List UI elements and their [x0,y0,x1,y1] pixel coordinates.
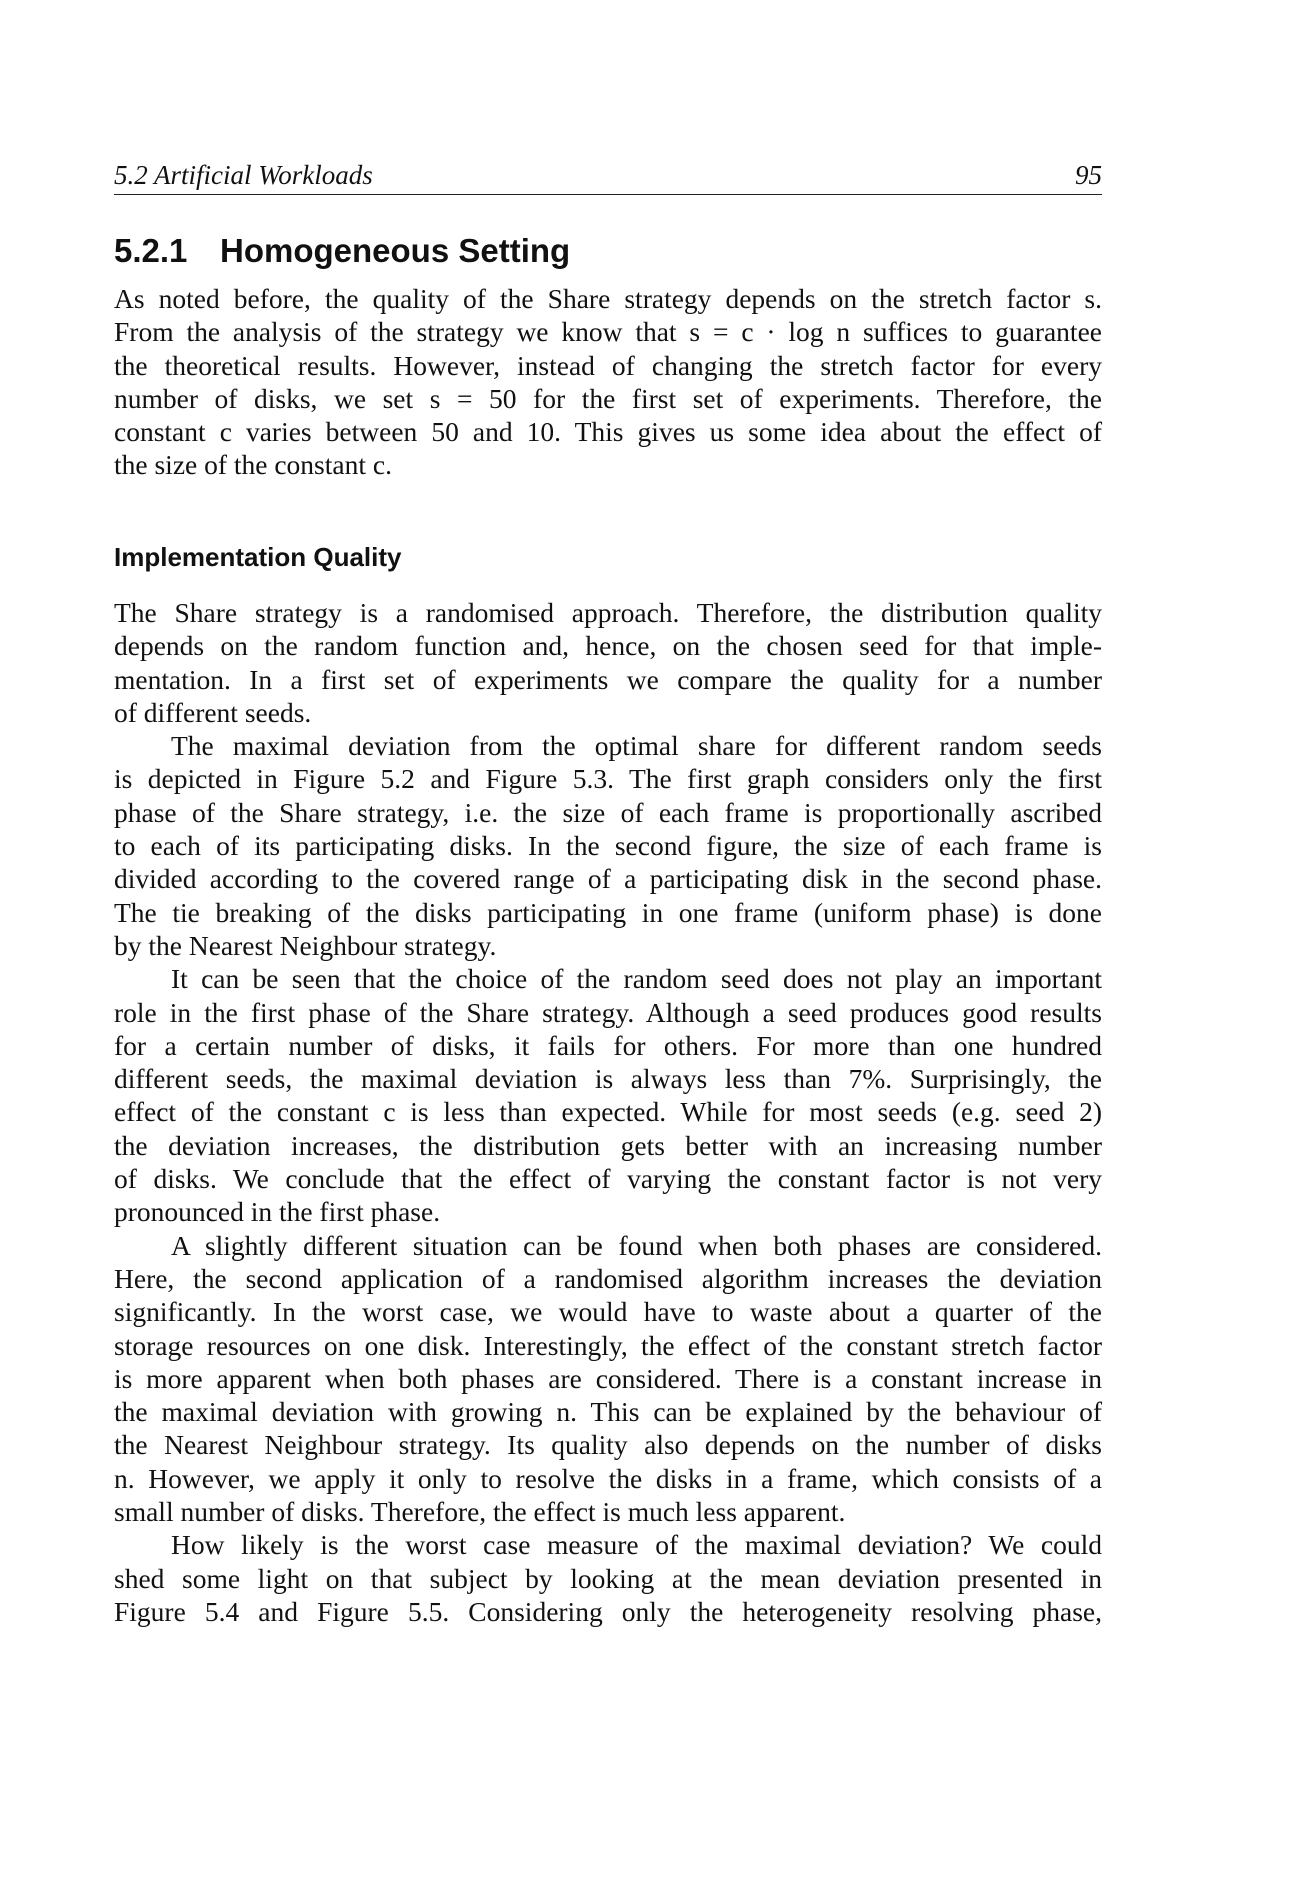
text-line: is more apparent when both phases are considered. There is a constant increase in [114,1362,1102,1394]
text-line: Figure 5.4 and Figure 5.5. Considering only the heterogeneity resolving phase, [114,1595,1102,1627]
text-line: storage resources on one disk. Interestingly, the effect of the constant stretch factor [114,1329,1102,1361]
text-line: by the Nearest Neighbour strategy. [114,929,497,961]
text-line: the theoretical results. However, instead of changing the stretch factor for every [114,349,1102,381]
text-line: The Share strategy is a randomised approach. Therefore, the distribution quality [114,597,1102,628]
text-line: for a certain number of disks, it fails for others. For more than one hundred [114,1029,1102,1061]
text-line: phase of the Share strategy, i.e. the size of each frame is proportionally ascribed [114,796,1102,828]
text-line: n. However, we apply it only to resolve the disks in a frame, which consists of a [114,1462,1102,1494]
text-line: the maximal deviation with growing n. This can be explained by the behaviour of [114,1396,1102,1428]
text-line: effect of the constant c is less than expected. While for most seeds (e.g. seed 2) [114,1096,1102,1128]
text-line: of different seeds. [114,696,312,728]
text-line: As noted before, the quality of the Share strategy depends on the stretch factor s. [114,283,1102,314]
text-line: How likely is the worst case measure of the maximal deviation? We could [171,1529,1102,1561]
text-line: to each of its participating disks. In the second figure, the size of each frame is [114,830,1102,862]
text-line: of disks. We conclude that the effect of varying the constant factor is not very [114,1163,1102,1195]
section-heading [114,232,570,270]
section-title: Homogeneous Setting [220,232,571,269]
intro-paragraph [114,282,1102,482]
text-line: the Nearest Neighbour strategy. Its quality also depends on the number of disks [114,1429,1102,1461]
text-line: small number of disks. Therefore, the effect is much less apparent. [114,1496,846,1528]
text-line: It can be seen that the choice of the random seed does not play an important [171,963,1102,995]
text-line: constant c varies between 50 and 10. This gives us some idea about the effect of [114,416,1102,448]
text-line: the size of the constant c. [114,449,392,481]
running-header [114,158,1102,195]
text-line: different seeds, the maximal deviation is always less than 7%. Surprisingly, the [114,1063,1102,1095]
text-line: number of disks, we set s = 50 for the first set of experiments. Therefore, the [114,382,1102,414]
text-line: The maximal deviation from the optimal share for different random seeds [171,730,1102,762]
subsection-heading: Implementation Quality [114,542,402,572]
text-line: is depicted in Figure 5.2 and Figure 5.3. The first graph considers only the first [114,763,1102,795]
header-section-title: 5.2 Artificial Workloads [114,160,373,190]
text-line: shed some light on that subject by looking at the mean deviation presented in [114,1562,1102,1594]
text-line: the deviation increases, the distribution gets better with an increasing number [114,1129,1102,1161]
text-line: role in the first phase of the Share strategy. Although a seed produces good results [114,996,1102,1028]
text-line: depends on the random function and, hence, on the chosen seed for that imple- [114,630,1102,662]
text-line: The tie breaking of the disks participating in one frame (uniform phase) is done [114,896,1102,928]
text-line: significantly. In the worst case, we would have to waste about a quarter of the [114,1296,1102,1328]
text-line: A slightly different situation can be found when both phases are considered. [171,1229,1102,1261]
text-line: From the analysis of the strategy we know that s = c · log n suffices to guarantee [114,316,1102,348]
body-text [114,596,1102,1628]
text-line: mentation. In a first set of experiments we compare the quality for a number [114,663,1102,695]
text-line: divided according to the covered range of a participating disk in the second phase. [114,863,1102,895]
section-number: 5.2.1 [114,232,188,269]
text-line: Here, the second application of a randomised algorithm increases the deviation [114,1262,1102,1294]
page-number: 95 [1075,160,1102,190]
text-line: pronounced in the first phase. [114,1196,441,1228]
